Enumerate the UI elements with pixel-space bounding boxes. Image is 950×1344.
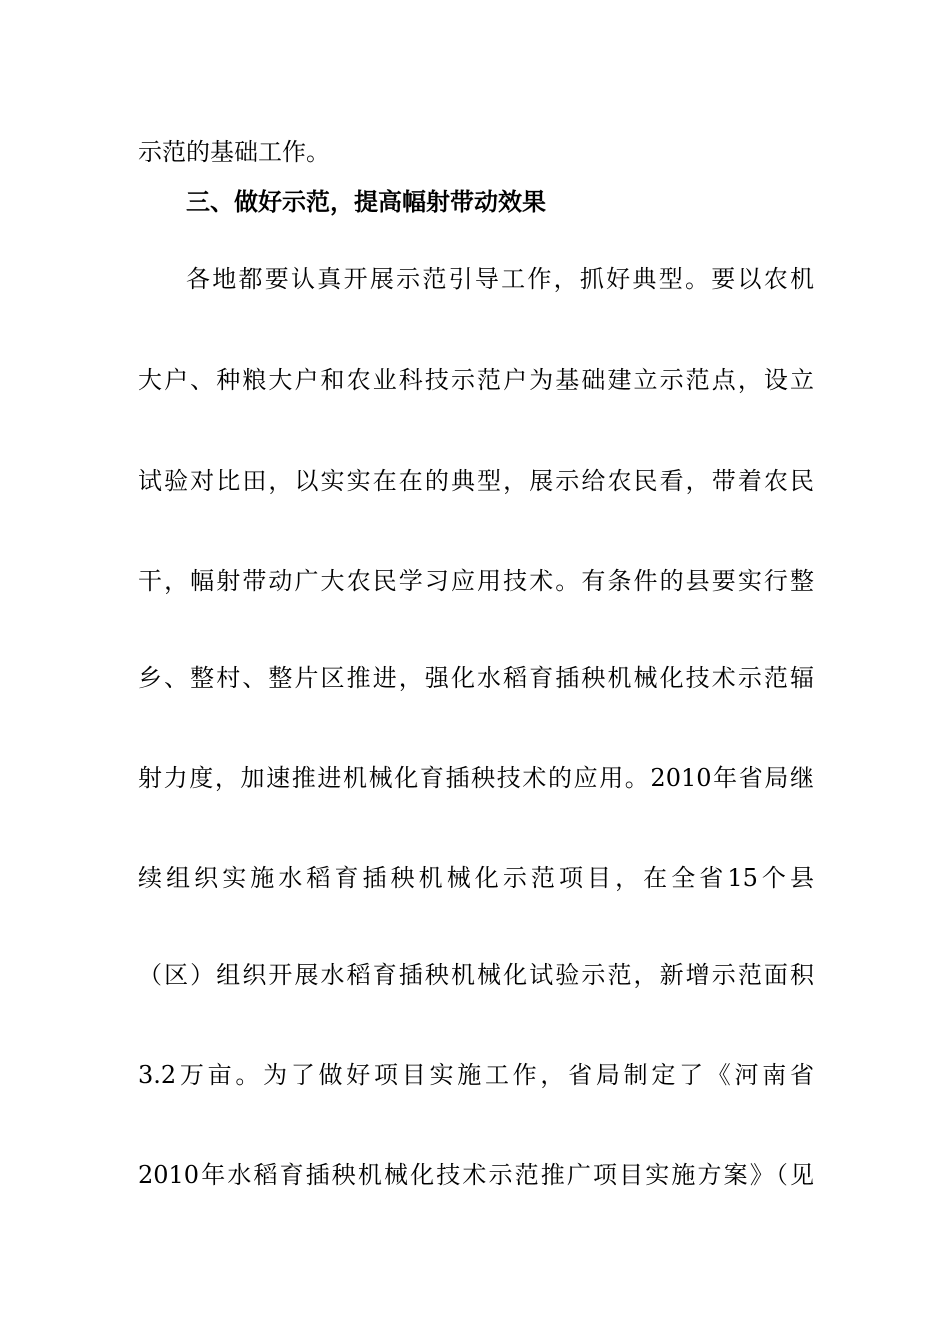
paragraph-line: 3.2万亩。为了做好项目实施工作，省局制定了《河南省 [138,1061,814,1089]
paragraph-line: 各地都要认真开展示范引导工作，抓好典型。要以农机 [186,265,814,293]
paragraph-line: 试验对比田，以实实在在的典型，展示给农民看，带着农民 [138,467,814,495]
paragraph-line: 乡、整村、整片区推进，强化水稻育插秧机械化技术示范辐 [138,664,814,692]
paragraph-line: 射力度，加速推进机械化育插秧技术的应用。2010年省局继 [138,764,814,792]
paragraph-line: 续组织实施水稻育插秧机械化示范项目，在全省15个县 [138,864,814,892]
section-heading: 三、做好示范，提高幅射带动效果 [186,188,546,216]
paragraph-line: 示范的基础工作。 [138,138,330,166]
paragraph-line: 2010年水稻育插秧机械化技术示范推广项目实施方案》（见 [138,1161,814,1189]
paragraph-line: 干，幅射带动广大农民学习应用技术。有条件的县要实行整 [138,567,814,595]
paragraph-line: 大户、种粮大户和农业科技示范户为基础建立示范点，设立 [138,366,814,394]
paragraph-line: （区）组织开展水稻育插秧机械化试验示范，新增示范面积 [138,961,814,989]
